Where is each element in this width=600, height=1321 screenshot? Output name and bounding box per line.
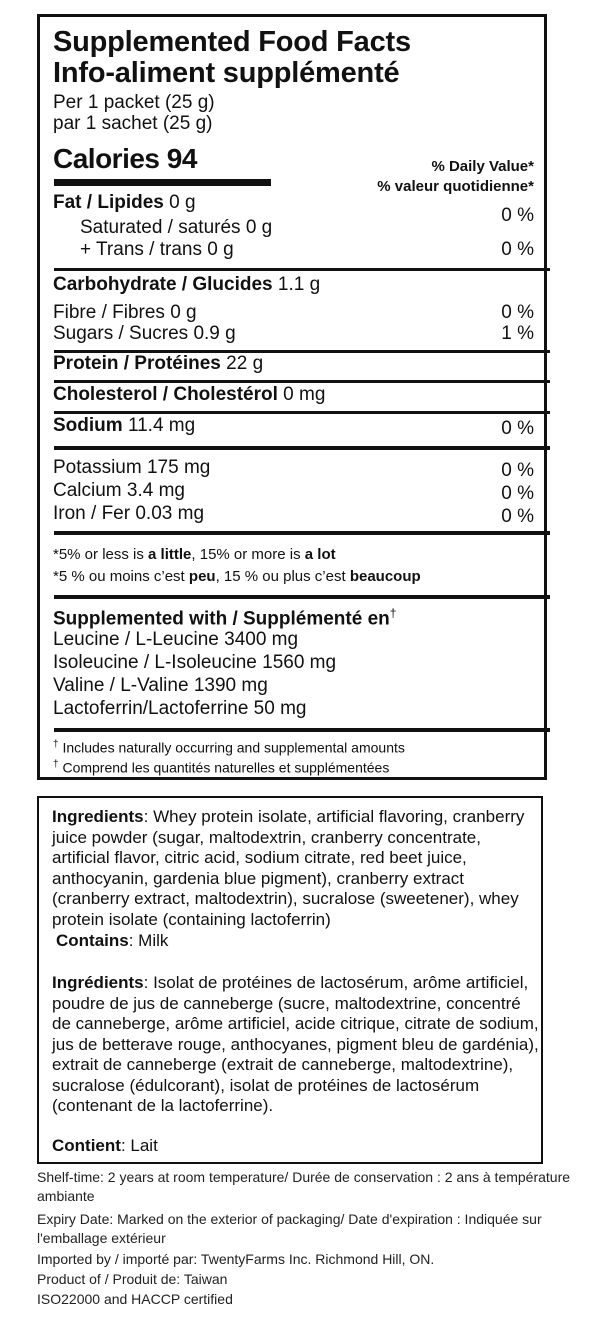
calories-value: 94	[166, 143, 197, 174]
dagger-note-en-text: Includes naturally occurring and supplemental amounts	[62, 739, 405, 756]
supplemented-heading-text: Supplemented with / Supplémenté en	[53, 608, 390, 630]
dagger-mark: †	[53, 739, 59, 750]
sodium-label: Sodium	[53, 415, 123, 436]
cholesterol-row	[53, 384, 325, 406]
contient-text: : Lait	[120, 1136, 158, 1155]
footnote-bold: a little	[148, 546, 192, 563]
supplement-item: Leucine / L-Leucine 3400 mg	[53, 629, 299, 650]
supplemented-heading	[53, 602, 396, 630]
serving-size-en: Per 1 packet (25 g)	[53, 92, 215, 113]
supplement-item: Lactoferrin/Lactoferrine 50 mg	[53, 698, 307, 719]
title-fr: Info-aliment supplémenté	[53, 57, 400, 89]
ingredients-en-text: : Whey protein isolate, artificial flavoring, cranberry juice powder (sugar, maltodextrin, cranberry concentrate, artificial flavor, citric acid, sodium citrate, red beet juice, anthocyanin, gardenia blue pigment), cranberry extract (cranberry extract, maltodextrin), sucralose (sweetener), whey protein isolate (containing lactoferrin)	[52, 807, 525, 929]
footnote-bold: a lot	[304, 546, 336, 563]
divider	[54, 446, 550, 450]
protein-row	[53, 353, 263, 375]
cholesterol-amount: 0 mg	[283, 384, 326, 405]
calcium-row: Calcium 3.4 mg	[53, 480, 185, 501]
footnote-bold: peu	[188, 568, 216, 585]
calcium-pct: 0 %	[501, 483, 534, 504]
expiry-info: Expiry Date: Marked on the exterior of packaging/ Date d'expiration : Indiquée sur l'emballage extérieur	[37, 1211, 542, 1246]
supplement-item: Valine / L-Valine 1390 mg	[53, 675, 268, 696]
ingredients-fr	[52, 973, 540, 1117]
importer-info: Imported by / importé par: TwentyFarms Inc. Richmond Hill, ON.	[37, 1251, 435, 1267]
divider	[54, 380, 550, 383]
calories-rule	[54, 179, 271, 186]
title-en: Supplemented Food Facts	[53, 26, 411, 58]
ingredients-box	[37, 796, 543, 1164]
contient-label: Contient	[52, 1136, 121, 1155]
fibre-pct: 0 %	[501, 302, 534, 323]
carbohydrate-label: Carbohydrate / Glucides	[53, 274, 273, 295]
contains-line	[56, 931, 544, 952]
supplement-item: Isoleucine / L-Isoleucine 1560 mg	[53, 652, 337, 673]
dagger-mark: †	[389, 606, 397, 620]
nutrition-facts-table	[37, 14, 547, 780]
carbohydrate-row	[53, 274, 320, 296]
divider	[54, 531, 550, 535]
divider	[54, 268, 550, 271]
footnote-text: , 15 % ou plus c’est	[215, 568, 350, 585]
cholesterol-label: Cholesterol / Cholestérol	[53, 384, 278, 405]
trans-pct: 0 %	[501, 239, 534, 260]
protein-label: Protein / Protéines	[53, 353, 221, 374]
sugars-pct: 1 %	[501, 323, 534, 344]
dagger-note-fr-text: Comprend les quantités naturelles et supplémentées	[62, 759, 390, 776]
iron-row: Iron / Fer 0.03 mg	[53, 503, 205, 524]
certification-info: ISO22000 and HACCP certified	[37, 1291, 233, 1307]
footnote-en	[53, 544, 336, 565]
fat-row	[53, 192, 196, 214]
calories	[53, 144, 197, 174]
calories-label: Calories	[53, 143, 160, 174]
trans-row: + Trans / trans 0 g	[80, 239, 234, 260]
iron-pct: 0 %	[501, 506, 534, 527]
contains-text: : Milk	[128, 931, 169, 950]
fibre-row: Fibre / Fibres 0 g	[53, 302, 197, 323]
footnote-text: *5% or less is	[53, 546, 149, 563]
sodium-amount: 11.4 mg	[127, 415, 196, 436]
footnote-bold: beaucoup	[349, 568, 421, 585]
daily-value-header-fr: % valeur quotidienne*	[377, 178, 534, 195]
footnote-text: *5 % ou moins c’est	[53, 568, 189, 585]
footnote-fr	[53, 566, 421, 587]
potassium-row: Potassium 175 mg	[53, 457, 211, 478]
divider	[54, 595, 550, 599]
ingredients-fr-text: : Isolat de protéines de lactosérum, arôme artificiel, poudre de jus de canneberge (sucre, maltodextrine, concentré de canneberge, arôme artificiel, acide citrique, citrate de sodium, jus de betterave rouge, anthocyanes, pigment bleu de gardénia), extrait de canneberge (extrait de canneberge, maltodextrine), sucralose (édulcorant), isolat de protéines de lactosérum (contenant de la lactoferrine).	[52, 973, 539, 1115]
shelf-life-info: Shelf-time: 2 years at room temperature/ Durée de conservation : 2 ans à température ambiante	[37, 1169, 571, 1204]
divider	[54, 728, 550, 732]
fat-label: Fat / Lipides	[53, 192, 164, 213]
serving-size-fr: par 1 sachet (25 g)	[53, 113, 213, 134]
footnote-text: , 15% or more is	[191, 546, 305, 563]
ingredients-fr-label: Ingrédients	[52, 973, 144, 992]
potassium-pct: 0 %	[501, 460, 534, 481]
saturated-row: Saturated / saturés 0 g	[80, 217, 273, 238]
sugars-row: Sugars / Sucres 0.9 g	[53, 323, 236, 344]
origin-info: Product of / Produit de: Taiwan	[37, 1271, 228, 1287]
sodium-row	[53, 415, 195, 437]
carbohydrate-amount: 1.1 g	[277, 274, 321, 295]
ingredients-en	[52, 807, 540, 930]
daily-value-header-en: % Daily Value*	[431, 158, 534, 175]
sodium-pct: 0 %	[501, 418, 534, 439]
contains-label: Contains	[56, 931, 129, 950]
dagger-note-fr	[53, 755, 389, 778]
dagger-mark: †	[53, 759, 59, 770]
fat-amount: 0 g	[169, 192, 196, 213]
saturated-pct: 0 %	[501, 205, 534, 226]
protein-amount: 22 g	[226, 353, 264, 374]
divider	[54, 411, 550, 414]
contient-line	[52, 1136, 540, 1157]
ingredients-en-label: Ingredients	[52, 807, 144, 826]
